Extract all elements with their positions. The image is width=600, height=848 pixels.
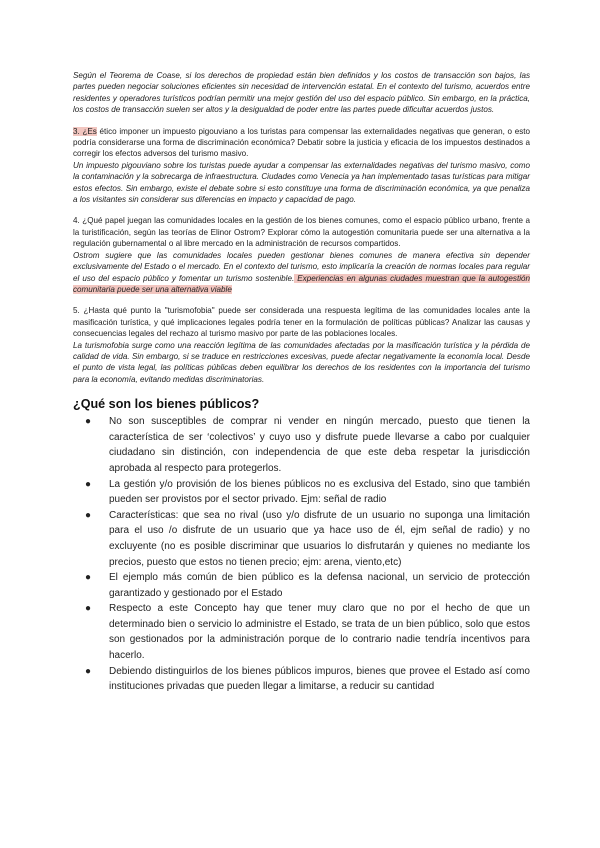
list-item-text: El ejemplo más común de bien público es la defensa nacional, un servicio de protección garantizado y gestionado por el Estado [109, 572, 530, 599]
question-3-text: ético imponer un impuesto pigouviano a los turistas para compensar las externalidades negativas que generan, o esto podría considerarse una forma de discriminación económica? Debatir sobre la justicia y eficacia de los impuestos destinados a corregir los efectos adversos del turismo masivo. [73, 126, 530, 159]
bullet-icon: ● [85, 665, 92, 677]
list-item-text: No son susceptibles de comprar ni vender en ningún mercado, puesto que tienen la característica de ser ‘colectivos’ y cuyo uso y disfrute puede llevarse a cabo por cualquier ciudadano sin distinción, con independencia de que este deba respetar la jurisdicción aprobada al respecto para protegerlos. [109, 416, 530, 474]
list-item [85, 601, 530, 663]
section-title: ¿Qué son los bienes públicos? [73, 397, 260, 412]
list-item [85, 664, 530, 695]
answer-3: Un impuesto pigouviano sobre los turistas puede ayudar a compensar las externalidades negativas del turismo masivo, como la contaminación y la sobrecarga de infraestructura. Ciudades como Venecia ya han implementado tasas turísticas para mitigar estos efectos. Sin embargo, existe el debate sobre si esto constituye una forma de discriminación económica, ya que penaliza a los visitantes sin considerar sus diferencias en impacto y capacidad de pago. [73, 160, 530, 205]
list-item-text: Respecto a este Concepto hay que tener muy claro que no por el hecho de que un determinado bien o servicio lo administre el Estado, se trata de un bien público, solo que estos son gestionados por la administración porque de lo contrario nadie tendría incentivos para hacerlo. [109, 603, 530, 662]
bullet-icon: ● [85, 478, 92, 490]
answer-4-highlight: Experiencias en algunas ciudades muestran que la autogestión comunitaria puede ser una alternativa viable [73, 273, 530, 294]
list-item-text: Debiendo distinguirlos de los bienes públicos impuros, bienes que provee el Estado así como instituciones privadas que pueden llegar a limitarse, a reducir su cantidad [109, 665, 530, 693]
bullet-icon: ● [85, 509, 92, 521]
question-3-first-word-highlight: ¿Es [82, 126, 97, 136]
list-item [85, 477, 530, 508]
question-4: 4. ¿Qué papel juegan las comunidades locales en la gestión de los bienes comunes, como el espacio público urbano, frente a la turistificación, según las teorías de Elinor Ostrom? Explorar cómo la autogestión comunitaria puede ser una alternativa a la regulación gubernamental o al libre mercado en la administración de recursos compartidos. [73, 216, 530, 249]
question-5: 5. ¿Hasta qué punto la "turismofobia" puede ser considerada una respuesta legítima de las comunidades locales ante la masificación turística, y qué implicaciones legales podría tener en la formulación de políticas públicas? Analizar las causas y consecuencias legales del rechazo al turismo masivo por parte de las poblaciones locales. [73, 306, 530, 339]
question-3 [73, 126, 530, 160]
list-item [85, 414, 530, 476]
list-item [85, 508, 530, 570]
public-goods-list [73, 414, 530, 695]
bullet-icon: ● [85, 416, 92, 428]
answer-4 [73, 250, 530, 296]
coase-paragraph: Según el Teorema de Coase, si los derechos de propiedad están bien definidos y los costos de transacción son bajos, las partes pueden negociar soluciones eficientes sin necesidad de intervención estatal. En el contexto del turismo, acuerdos entre residentes y operadores turísticos podrían permitir una mejor gestión del uso del espacio público. Sin embargo, en la práctica, los costos de transacción suelen ser altos y la desigualdad de poder entre las partes puede dificultar acuerdos justos. [73, 71, 530, 115]
list-item [85, 570, 530, 601]
list-item-text: Características: que sea no rival (uso y/o disfrute de un usuario no suponga una limitación para el uso /o disfrute de un usuario que ya hace uso de él, ejm señal de radio) y no excluyente (no es posible discriminar que usuarios lo disfrutarán y quienes no mediante los precios, puesto que estos no tienen precio; ejm: arena, viento,etc) [109, 509, 530, 568]
bullet-icon: ● [85, 603, 92, 615]
answer-5: La turismofobia surge como una reacción legítima de las comunidades afectadas por la masificación turística y la pérdida de calidad de vida. Sin embargo, si se traduce en restricciones excesivas, puede afectar negativamente la economía local. Desde el punto de vista legal, las políticas públicas deben equilibrar los derechos de los residentes con la importancia del turismo para la economía, evitando medidas discriminatorias. [73, 340, 530, 384]
bullet-icon: ● [85, 572, 92, 584]
document-page [73, 70, 530, 695]
answer-4-text: Ostrom sugiere que las comunidades locales pueden gestionar bienes comunes de manera efectiva sin depender exclusivamente del Estado o el mercado. En el contexto del turismo, esto implicaría la creación de normas locales para regular el uso del espacio público y fomentar un turismo sostenible. [73, 250, 530, 283]
list-item-text: La gestión y/o provisión de los bienes públicos no es exclusiva del Estado, sino que también pueden ser provistos por el sector privado. Ejm: señal de radio [109, 478, 530, 506]
question-3-number-highlight: 3. [73, 126, 83, 136]
